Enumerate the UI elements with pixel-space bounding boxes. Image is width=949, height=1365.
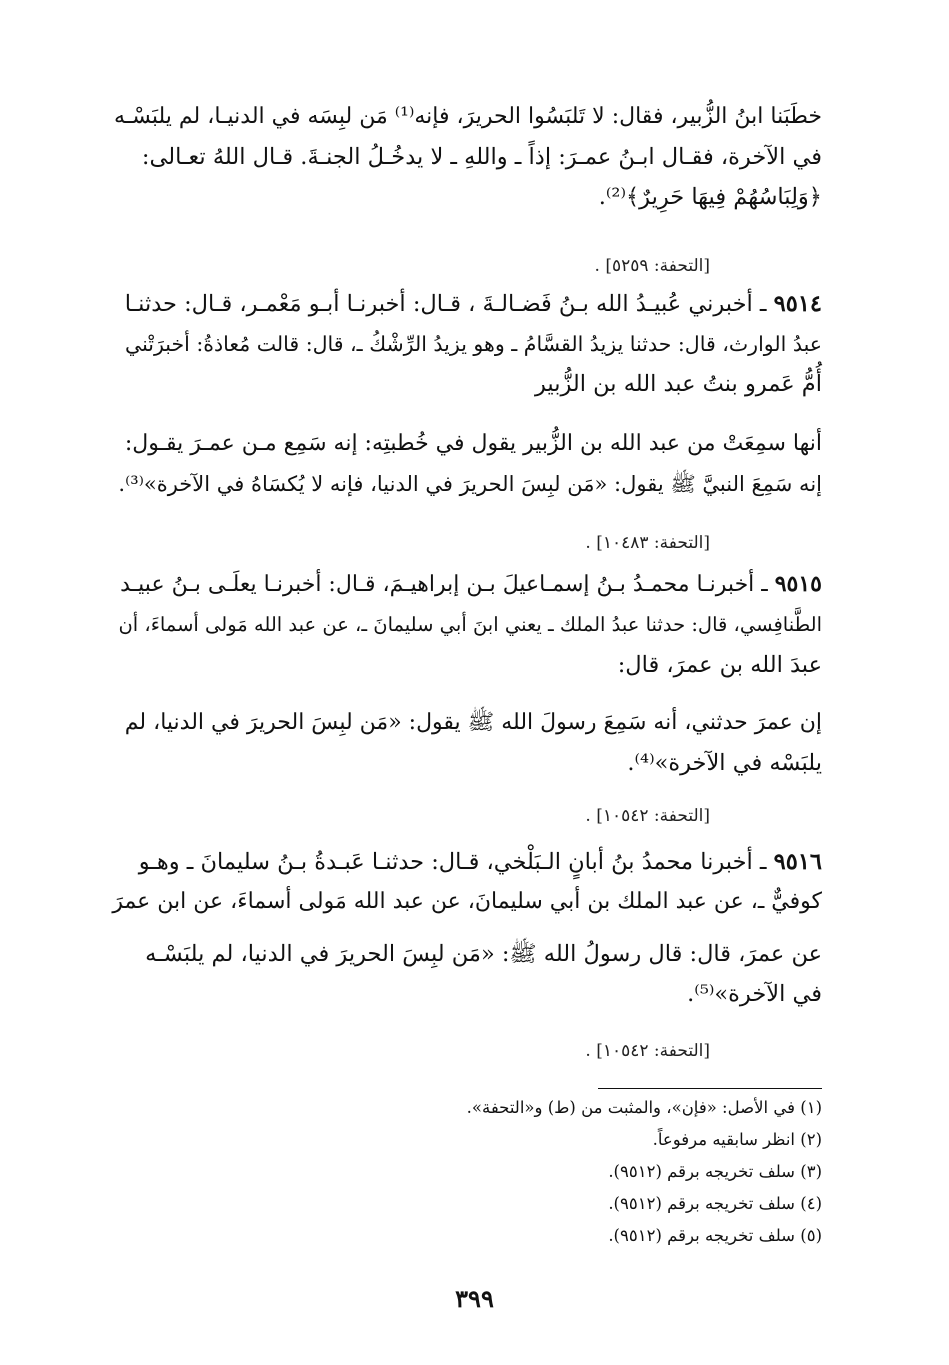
footnote: (٥) سلف تخريجه برقم (٩٥١٢). (608, 1226, 822, 1245)
text-line: في الآخرة، فقـال ابـنُ عمـرَ: إذاً ـ واللهِ ـ لا يدخُـلُ الجنـةَ. قـال اللهُ تعـالى: (141, 144, 822, 170)
text-line: أنها سمِعَتْ من عبد الله بن الزُّبير يقول في خُطبتِه: إنه سَمِع مـن عمـرَ يقـول: (124, 431, 822, 456)
footnote: (٢) انظر سابقيه مرفوعاً. (652, 1130, 822, 1149)
footnote: (١) في الأصل: «فإن»، والمثبت من (ط) و«التحفة». (466, 1098, 822, 1117)
tuhfa-reference: [التحفة: ١٠٤٨٣] . (585, 533, 710, 553)
text-line: إن عمرَ حدثني، أنه سَمِعَ رسولَ الله ﷺ يقول: «مَن لبِسَ الحريرَ في الدنيا، لم (124, 710, 822, 735)
isnad-text: ـ أخبرنا محمدُ بنُ أبانٍ الـبَلْخي، قـال: حدثنـا عَبـدةُ بـنُ سليمانَ ـ وهـو (138, 849, 767, 875)
text-line: عبدَ الله بن عمرَ، قال: (617, 652, 822, 678)
text-line (110, 284, 822, 324)
tuhfa-reference: [التحفة: ١٠٥٤٢] . (585, 806, 710, 826)
hadith-9516-isnad (110, 842, 822, 922)
tuhfa-reference: [التحفة: ٥٢٥٩] . (594, 256, 710, 276)
text-line: خطَبَنا ابنُ الزُّبير، فقال: لا تَلبَسُوا الحريرَ، فإنه⁽¹⁾ مَن لبِسَه في الدنيـا، لم يلبَسْـه (114, 104, 822, 129)
hadith-9516-matn (110, 934, 822, 1014)
tuhfa-reference: [التحفة: ١٠٥٤٢] . (585, 1041, 710, 1061)
text-line: ﴿وَلِبَاسُهُمْ فِيهَا حَرِيرٌ﴾⁽²⁾. (598, 184, 822, 210)
hadith-9514-isnad (110, 284, 822, 404)
hadith-number: ٩٥١٥ (774, 571, 822, 597)
text-line: أُمُّ عَمرو بنتُ عبد الله بن الزُّبير (535, 371, 822, 397)
text-line: كوفيٌّ ـ، عن عبد الملك بن أبي سليمانَ، عن عبد الله مَولى أسماءَ، عن ابن عمرَ (112, 889, 822, 914)
text-line: في الآخرة»⁽⁵⁾. (687, 981, 822, 1007)
page-number: ٣٩٩ (455, 1284, 494, 1313)
text-line: عبدُ الوارث، قال: حدثنا يزيدُ القسَّامُ ـ وهو يزيدُ الرِّشْكُ ـ، قال: قالت مُعاذةُ: أخبرَتْني (124, 332, 822, 356)
hadith-9514-matn (110, 424, 822, 504)
text-line: يلبَسْه في الآخرة»⁽⁴⁾. (627, 750, 822, 776)
footnote: (٤) سلف تخريجه برقم (٩٥١٢). (608, 1194, 822, 1213)
text-line: عن عمرَ، قال: قال رسولُ الله ﷺ: «مَن لبِسَ الحريرَ في الدنيا، لم يلبَسْـه (145, 941, 822, 967)
intro-paragraph (110, 97, 822, 217)
hadith-9515-matn (110, 703, 822, 783)
text-line (110, 564, 822, 605)
hadith-9515-isnad (110, 564, 822, 685)
text-line: الطَّنافِسي، قال: حدثنا عبدُ الملك ـ يعني ابنَ أبي سليمانَ ـ، عن عبد الله مَولى أسماءَ، أن (118, 613, 822, 636)
hadith-number: ٩٥١٤ (773, 291, 822, 317)
text-line (110, 842, 822, 882)
footnote: (٣) سلف تخريجه برقم (٩٥١٢). (608, 1162, 822, 1181)
isnad-text: ـ أخبرني عُبيـدُ الله بـنُ فَضـالـةَ ، قـال: أخبرنـا أبـو مَعْمـر، قـال: حدثنـا (124, 291, 767, 317)
isnad-text: ـ أخبرنـا محمـدُ بـنُ إسمـاعيلَ بـن إبراهيـمَ، قـال: أخبرنـا يعلَـى بـنُ عبيـد (120, 572, 768, 597)
text-line: إنه سَمِعَ النبيَّ ﷺ يقول: «مَن لبِسَ الحريرَ في الدنيا، فإنه لا يُكسَاهُ في الآخرة»⁽³⁾. (118, 472, 822, 496)
hadith-number: ٩٥١٦ (773, 849, 822, 875)
footnote-divider (598, 1088, 822, 1089)
